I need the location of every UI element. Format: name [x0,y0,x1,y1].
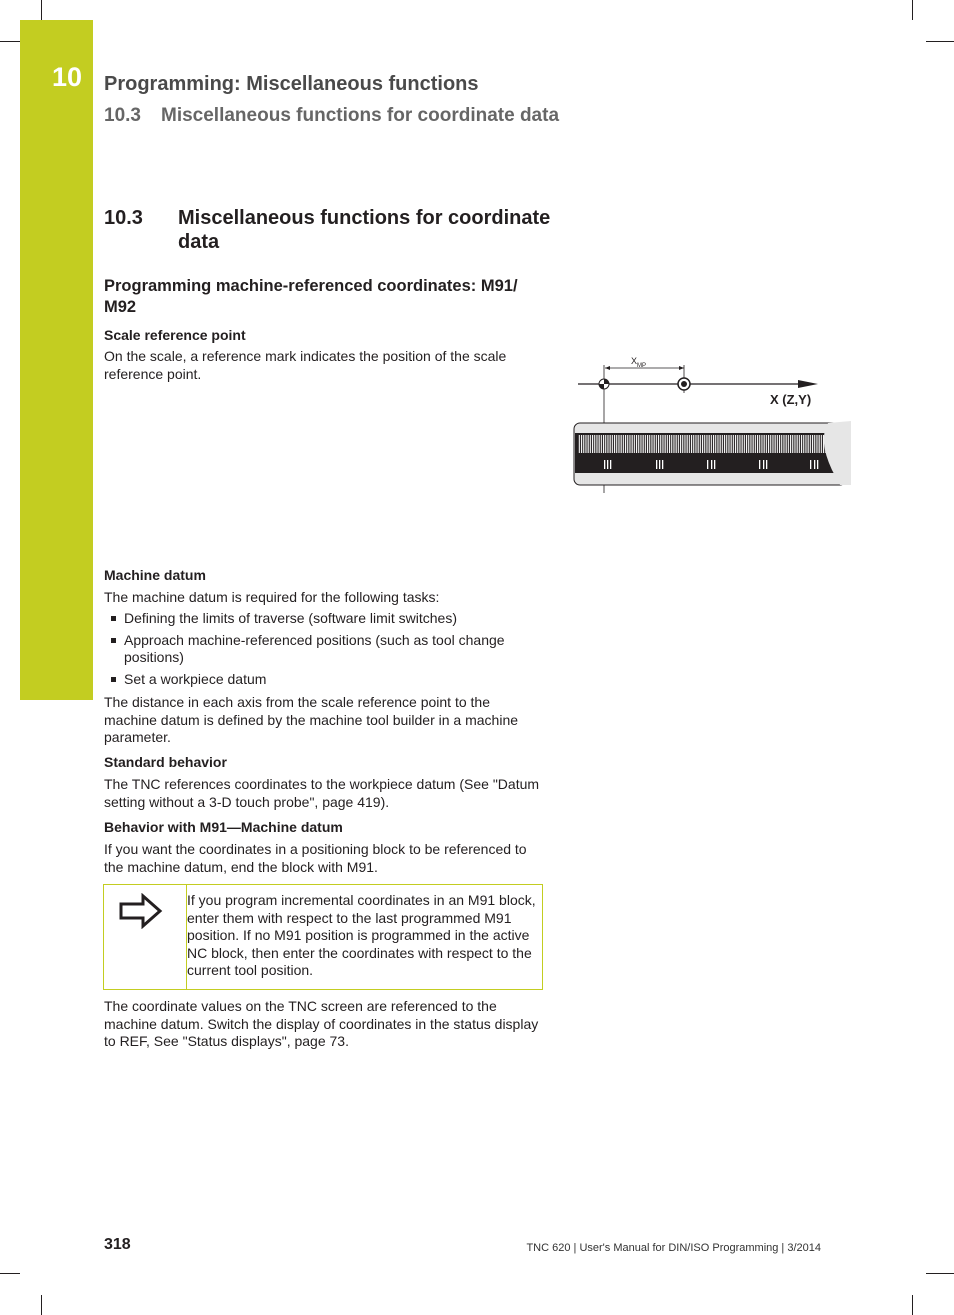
running-header-section [104,105,559,127]
running-header-section-title: Miscellaneous functions for coordinate data [161,105,560,126]
scale-reference-figure [570,345,855,495]
axis-label: X (Z,Y) [770,392,812,407]
list-item: Set a workpiece datum [104,671,544,689]
crop-mark [0,1273,20,1274]
bullet-square-icon [111,677,116,682]
xmp-dimension [605,365,684,393]
machine-datum-heading: Machine datum [104,567,206,583]
list-item: Defining the limits of traverse (software limit switches) [104,610,544,628]
scale-body [574,421,851,485]
list-item: Approach machine-referenced positions (such as tool change positions) [104,632,544,667]
xmp-label: $X_{MP}$ [631,356,647,369]
machine-datum-intro: The machine datum is required for the following tasks: [104,589,440,605]
bullet-square-icon [111,616,116,621]
bullet-square-icon [111,638,116,643]
m91-heading: Behavior with M91—Machine datum [104,819,343,835]
standard-behavior-text: The TNC references coordinates to the workpiece datum (See "Datum setting without a 3-D touch probe", page 419). [104,776,540,810]
arrow-right-icon [119,893,163,929]
axis-arrow-icon [798,380,818,388]
crop-mark [926,1273,954,1274]
running-header-section-number: 10.3 [104,105,141,126]
subsection-heading: Programming machine-referenced coordinates: M91/ M92 [104,277,518,316]
crop-mark [912,1295,913,1315]
scale-reference-text: On the scale, a reference mark indicates the position of the scale reference point. [104,348,507,382]
closing-text: The coordinate values on the TNC screen are referenced to the machine datum. Switch the display of coordinates in the status display to REF, See "Status displays", page 73. [104,998,539,1049]
chapter-sidebar [20,20,93,700]
crop-mark [912,0,913,20]
crop-mark [41,1295,42,1315]
note-box [103,884,543,990]
section-number: 10.3 [104,207,143,229]
crop-mark [41,0,42,20]
footer-text: TNC 620 | User's Manual for DIN/ISO Programming | 3/2014 [526,1242,821,1254]
crop-mark [926,41,954,42]
chapter-number: 10 [52,62,83,92]
crop-mark [0,41,20,42]
m91-text: If you want the coordinates in a positioning block to be referenced to the machine datum, end the block with M91. [104,841,527,875]
reference-mark-icon [678,378,690,390]
standard-behavior-heading: Standard behavior [104,754,227,770]
page-number: 318 [104,1236,131,1253]
section-title: Miscellaneous functions for coordinate data [178,207,551,253]
machine-datum-list [104,610,544,692]
machine-datum-text: The distance in each axis from the scale reference point to the machine datum is defined by the machine tool builder in a machine parameter. [104,694,519,745]
running-header-title: Programming: Miscellaneous functions [104,73,479,95]
scale-reference-heading: Scale reference point [104,327,246,343]
note-text: If you program incremental coordinates in an M91 block, enter them with respect to the last programmed M91 position. If no M91 position is programmed in the active NC block, then enter the coordinates with respect to the current tool position. [187,892,536,978]
section-heading [104,206,564,254]
